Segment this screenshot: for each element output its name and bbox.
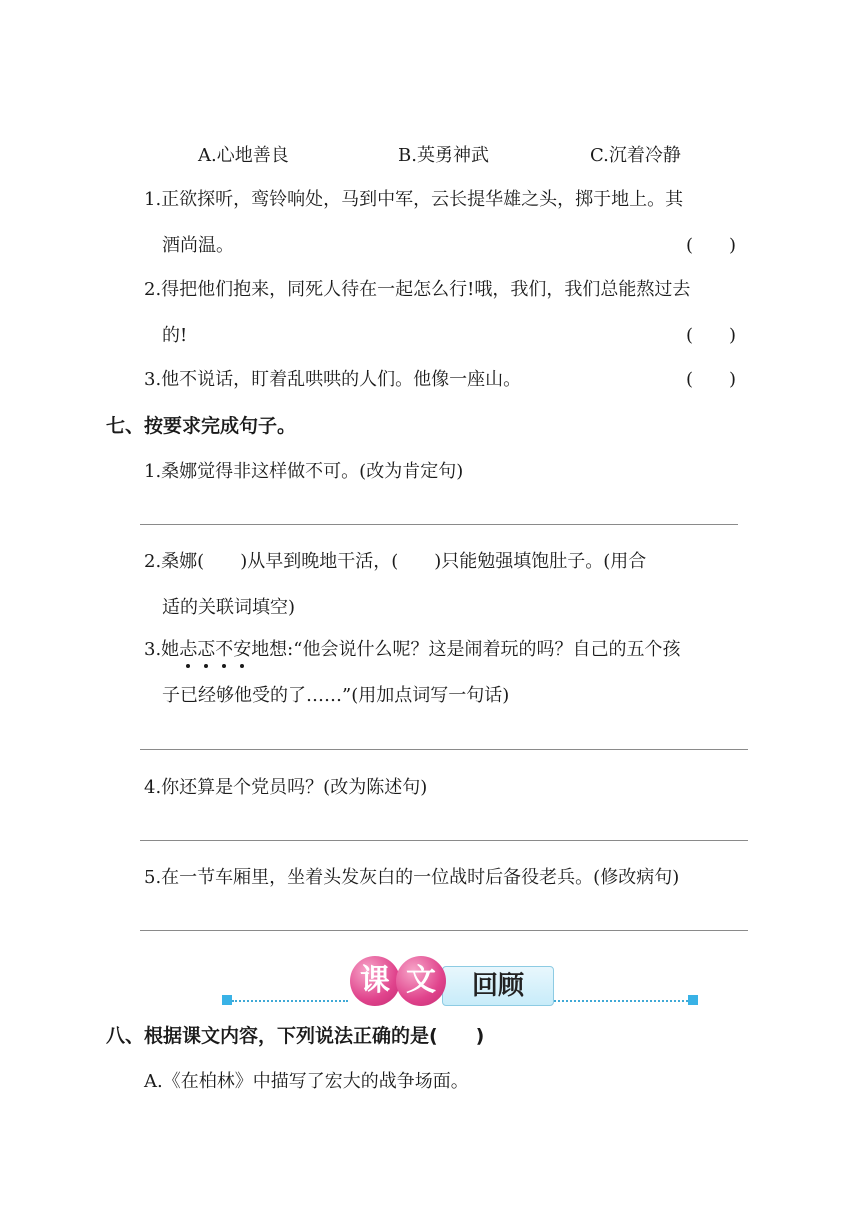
section-7-title: 七、按要求完成句子。 bbox=[106, 415, 297, 437]
emphasis-char: 忐 bbox=[179, 639, 198, 660]
banner-circle-char: 文 bbox=[396, 956, 446, 1006]
answer-line bbox=[140, 930, 748, 931]
s7-item3-line2: 子已经够他受的了……”(用加点词写一句话) bbox=[162, 685, 510, 706]
answer-line bbox=[140, 749, 748, 750]
q6-item2-line1: 2.得把他们抱来，同死人待在一起怎么行!哦，我们，我们总能熬过去 bbox=[144, 279, 691, 300]
q6-item1-line1: 1.正欲探听，鸾铃响处，马到中军，云长提华雄之头，掷于地上。其 bbox=[144, 189, 684, 210]
s7-item2-line2: 适的关联词填空) bbox=[162, 597, 296, 618]
q6-item3: 3.他不说话，盯着乱哄哄的人们。他像一座山。 bbox=[144, 369, 522, 390]
option-c: C.沉着冷静 bbox=[590, 145, 681, 166]
option-a: A.心地善良 bbox=[198, 145, 289, 166]
q6-item1-line2: 酒尚温。 bbox=[162, 235, 234, 256]
banner-dotted-line bbox=[554, 1000, 688, 1002]
s7-item4: 4.你还算是个党员吗？(改为陈述句) bbox=[144, 777, 428, 798]
answer-line bbox=[140, 840, 748, 841]
s7-item3-line1: 3.她忐忑不安地想:“他会说什么呢？这是闹着玩的吗？自己的五个孩 bbox=[144, 639, 681, 660]
section-8-title: 八、根据课文内容，下列说法正确的是( ) bbox=[106, 1025, 485, 1047]
s7-item5: 5.在一节车厢里，坐着头发灰白的一位战时后备役老兵。(修改病句) bbox=[144, 867, 680, 888]
banner-dotted-line bbox=[232, 1000, 348, 1002]
q6-item2-line2: 的! bbox=[162, 325, 188, 346]
s7-item1: 1.桑娜觉得非这样做不可。(改为肯定句) bbox=[144, 461, 464, 482]
s8-option-a: A.《在柏林》中描写了宏大的战争场面。 bbox=[144, 1071, 469, 1092]
emphasis-char: 不 bbox=[215, 639, 234, 660]
s7-item2-line1: 2.桑娜( )从早到晚地干活，( )只能勉强填饱肚子。(用合 bbox=[144, 551, 647, 572]
emphasis-char: 安 bbox=[233, 639, 252, 660]
answer-blank: ( ) bbox=[686, 325, 737, 346]
answer-line bbox=[140, 524, 738, 525]
banner-end-square bbox=[688, 995, 698, 1005]
banner-end-square bbox=[222, 995, 232, 1005]
banner-circle-char: 课 bbox=[350, 956, 400, 1006]
banner-tab: 回顾 bbox=[442, 966, 554, 1006]
option-b: B.英勇神武 bbox=[398, 145, 489, 166]
answer-blank: ( ) bbox=[686, 369, 737, 390]
answer-blank: ( ) bbox=[686, 235, 737, 256]
emphasis-char: 忑 bbox=[197, 639, 216, 660]
